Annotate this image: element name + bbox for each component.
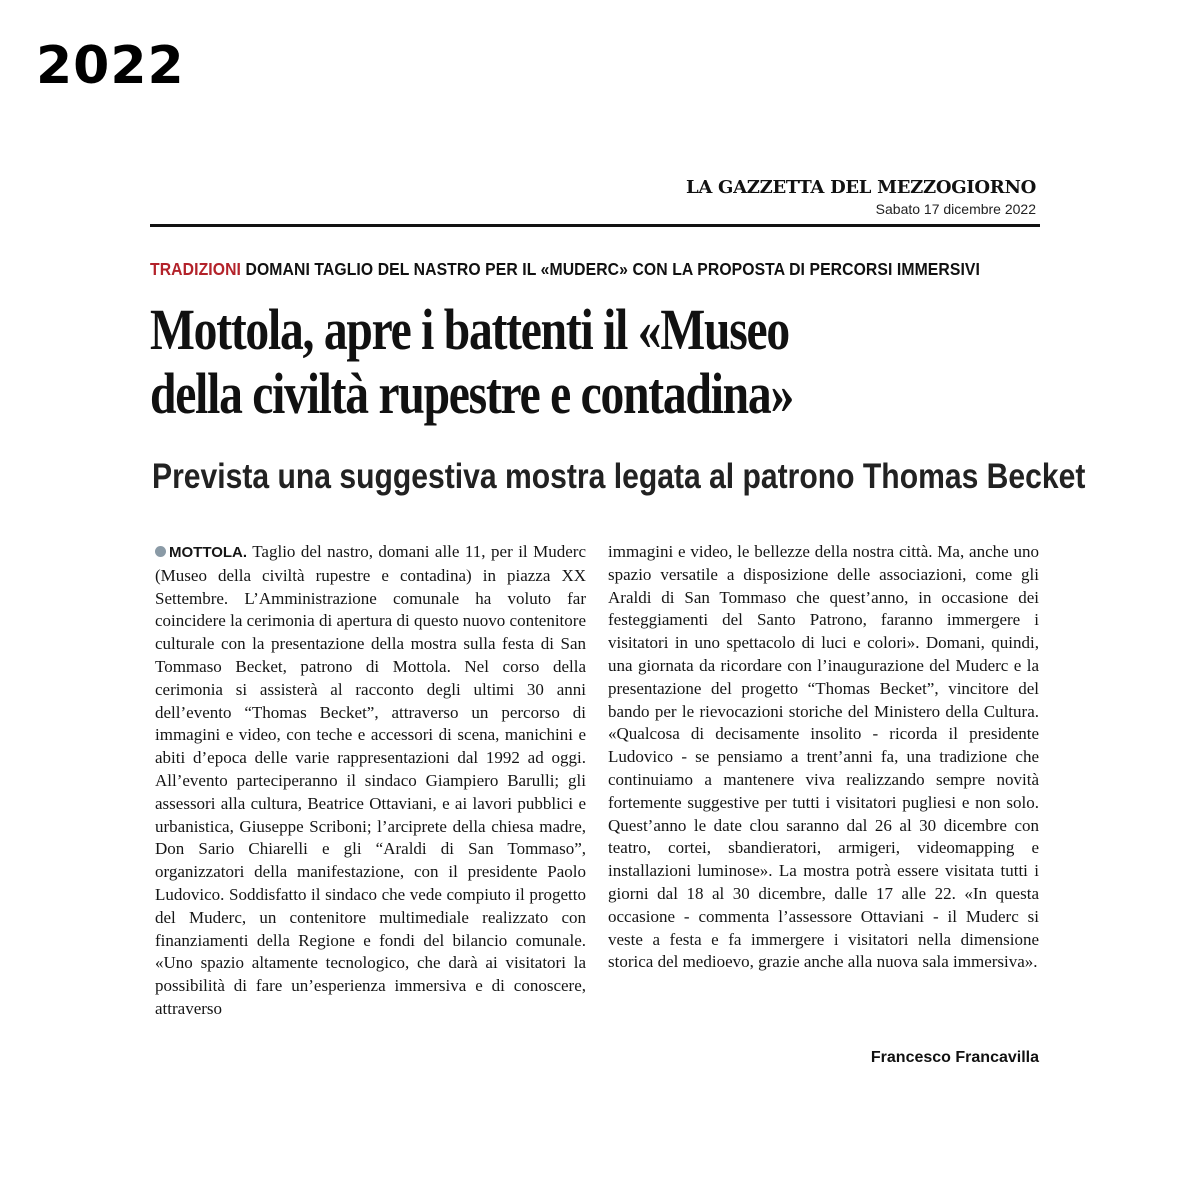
kicker-section-tag: TRADIZIONI	[150, 259, 242, 279]
article-subheadline: Prevista una suggestiva mostra legata al patrono Thomas Becket	[152, 457, 1086, 496]
newspaper-name: LA GAZZETTA DEL MEZZOGIORNO	[686, 177, 1036, 198]
bullet-dot-icon	[155, 546, 166, 557]
dateline: MOTTOLA.	[169, 544, 248, 561]
kicker-text: DOMANI TAGLIO DEL NASTRO PER IL «MUDERC» CON LA PROPOSTA DI PERCORSI IMMERSIVI	[245, 259, 980, 279]
masthead-rule	[150, 224, 1040, 227]
body-paragraph-left	[155, 541, 586, 1021]
article-kicker	[150, 259, 980, 280]
article-column-left	[155, 541, 586, 1021]
article-headline	[150, 298, 793, 426]
body-text-right: immagini e video, le bellezze della nostra città. Ma, anche uno spazio versatile a disposizione delle associazioni, come gli Araldi di San Tommaso che quest’anno, in occasione dei festeggiamenti del Santo Patrono, faranno immergere i visitatori in uno spettacolo di luci e colori». Domani, quindi, una giornata da ricordare con l’inaugurazione del Muderc e la presentazione del progetto “Thomas Becket”, vincitore del bando per le rievocazioni storiche del Ministero della Cultura. «Qualcosa di decisamente insolito - ricorda il presidente Ludovico - se pensiamo a trent’anni fa, una tradizione che continuiamo a mantenere viva realizzando sempre novità fortemente suggestive per tutti i visitatori pugliesi e non solo. Quest’anno le date clou saranno dal 26 al 30 dicembre con teatro, cortei, sbandieratori, armigeri, videomapping e installazioni luminose». La mostra potrà essere visitata tutti i giorni dal 18 al 30 dicembre, dalle 17 alle 22. «In questa occasione - commenta l’assessore Ottaviani - il Muderc si veste a festa e fa immergere i visitatori nella dimensione storica del medioevo, grazie anche alla nuova sala immersiva».	[608, 542, 1039, 972]
headline-line-1: Mottola, apre i battenti il «Museo	[150, 297, 789, 362]
headline-line-2: della civiltà rupestre e contadina»	[150, 361, 793, 426]
body-text-left: Taglio del nastro, domani alle 11, per il Muderc (Museo della civiltà rupestre e contadina) in piazza XX Settembre. L’Amministrazione comunale ha voluto far coincidere la cerimonia di apertura di questo nuovo contenitore culturale con la presentazione della mostra sulla festa di San Tommaso Becket, patrono di Mottola. Nel corso della cerimonia si assisterà al racconto degli ultimi 30 anni dell’evento “Thomas Becket”, attraverso un percorso di immagini e video, con teche e accessori di scena, manichini e abiti d’epoca delle varie rappresentazioni dal 1992 ad oggi. All’evento parteciperanno il sindaco Giampiero Barulli; gli assessori alla cultura, Beatrice Ottaviani, e ai lavori pubblici e urbanistica, Giuseppe Scriboni; l’arciprete della chiesa madre, Don Sario Chiarelli e gli “Araldi di San Tommaso”, organizzatori della manifestazione, con il presidente Paolo Ludovico. Soddisfatto il sindaco che vede compiuto il progetto del Muderc, un contenitore multimediale realizzato con finanziamenti della Regione e fondi del bilancio comunale. «Uno spazio altamente tecnologico, che darà ai visitatori la possibilità di fare un’esperienza immersiva e di conoscere, attraverso	[155, 542, 587, 1018]
publication-date: Sabato 17 dicembre 2022	[875, 200, 1036, 217]
article-column-right	[608, 541, 1039, 974]
article-byline: Francesco Francavilla	[870, 1049, 1039, 1066]
newspaper-masthead	[150, 178, 1036, 217]
year-label: 2022	[36, 36, 185, 96]
